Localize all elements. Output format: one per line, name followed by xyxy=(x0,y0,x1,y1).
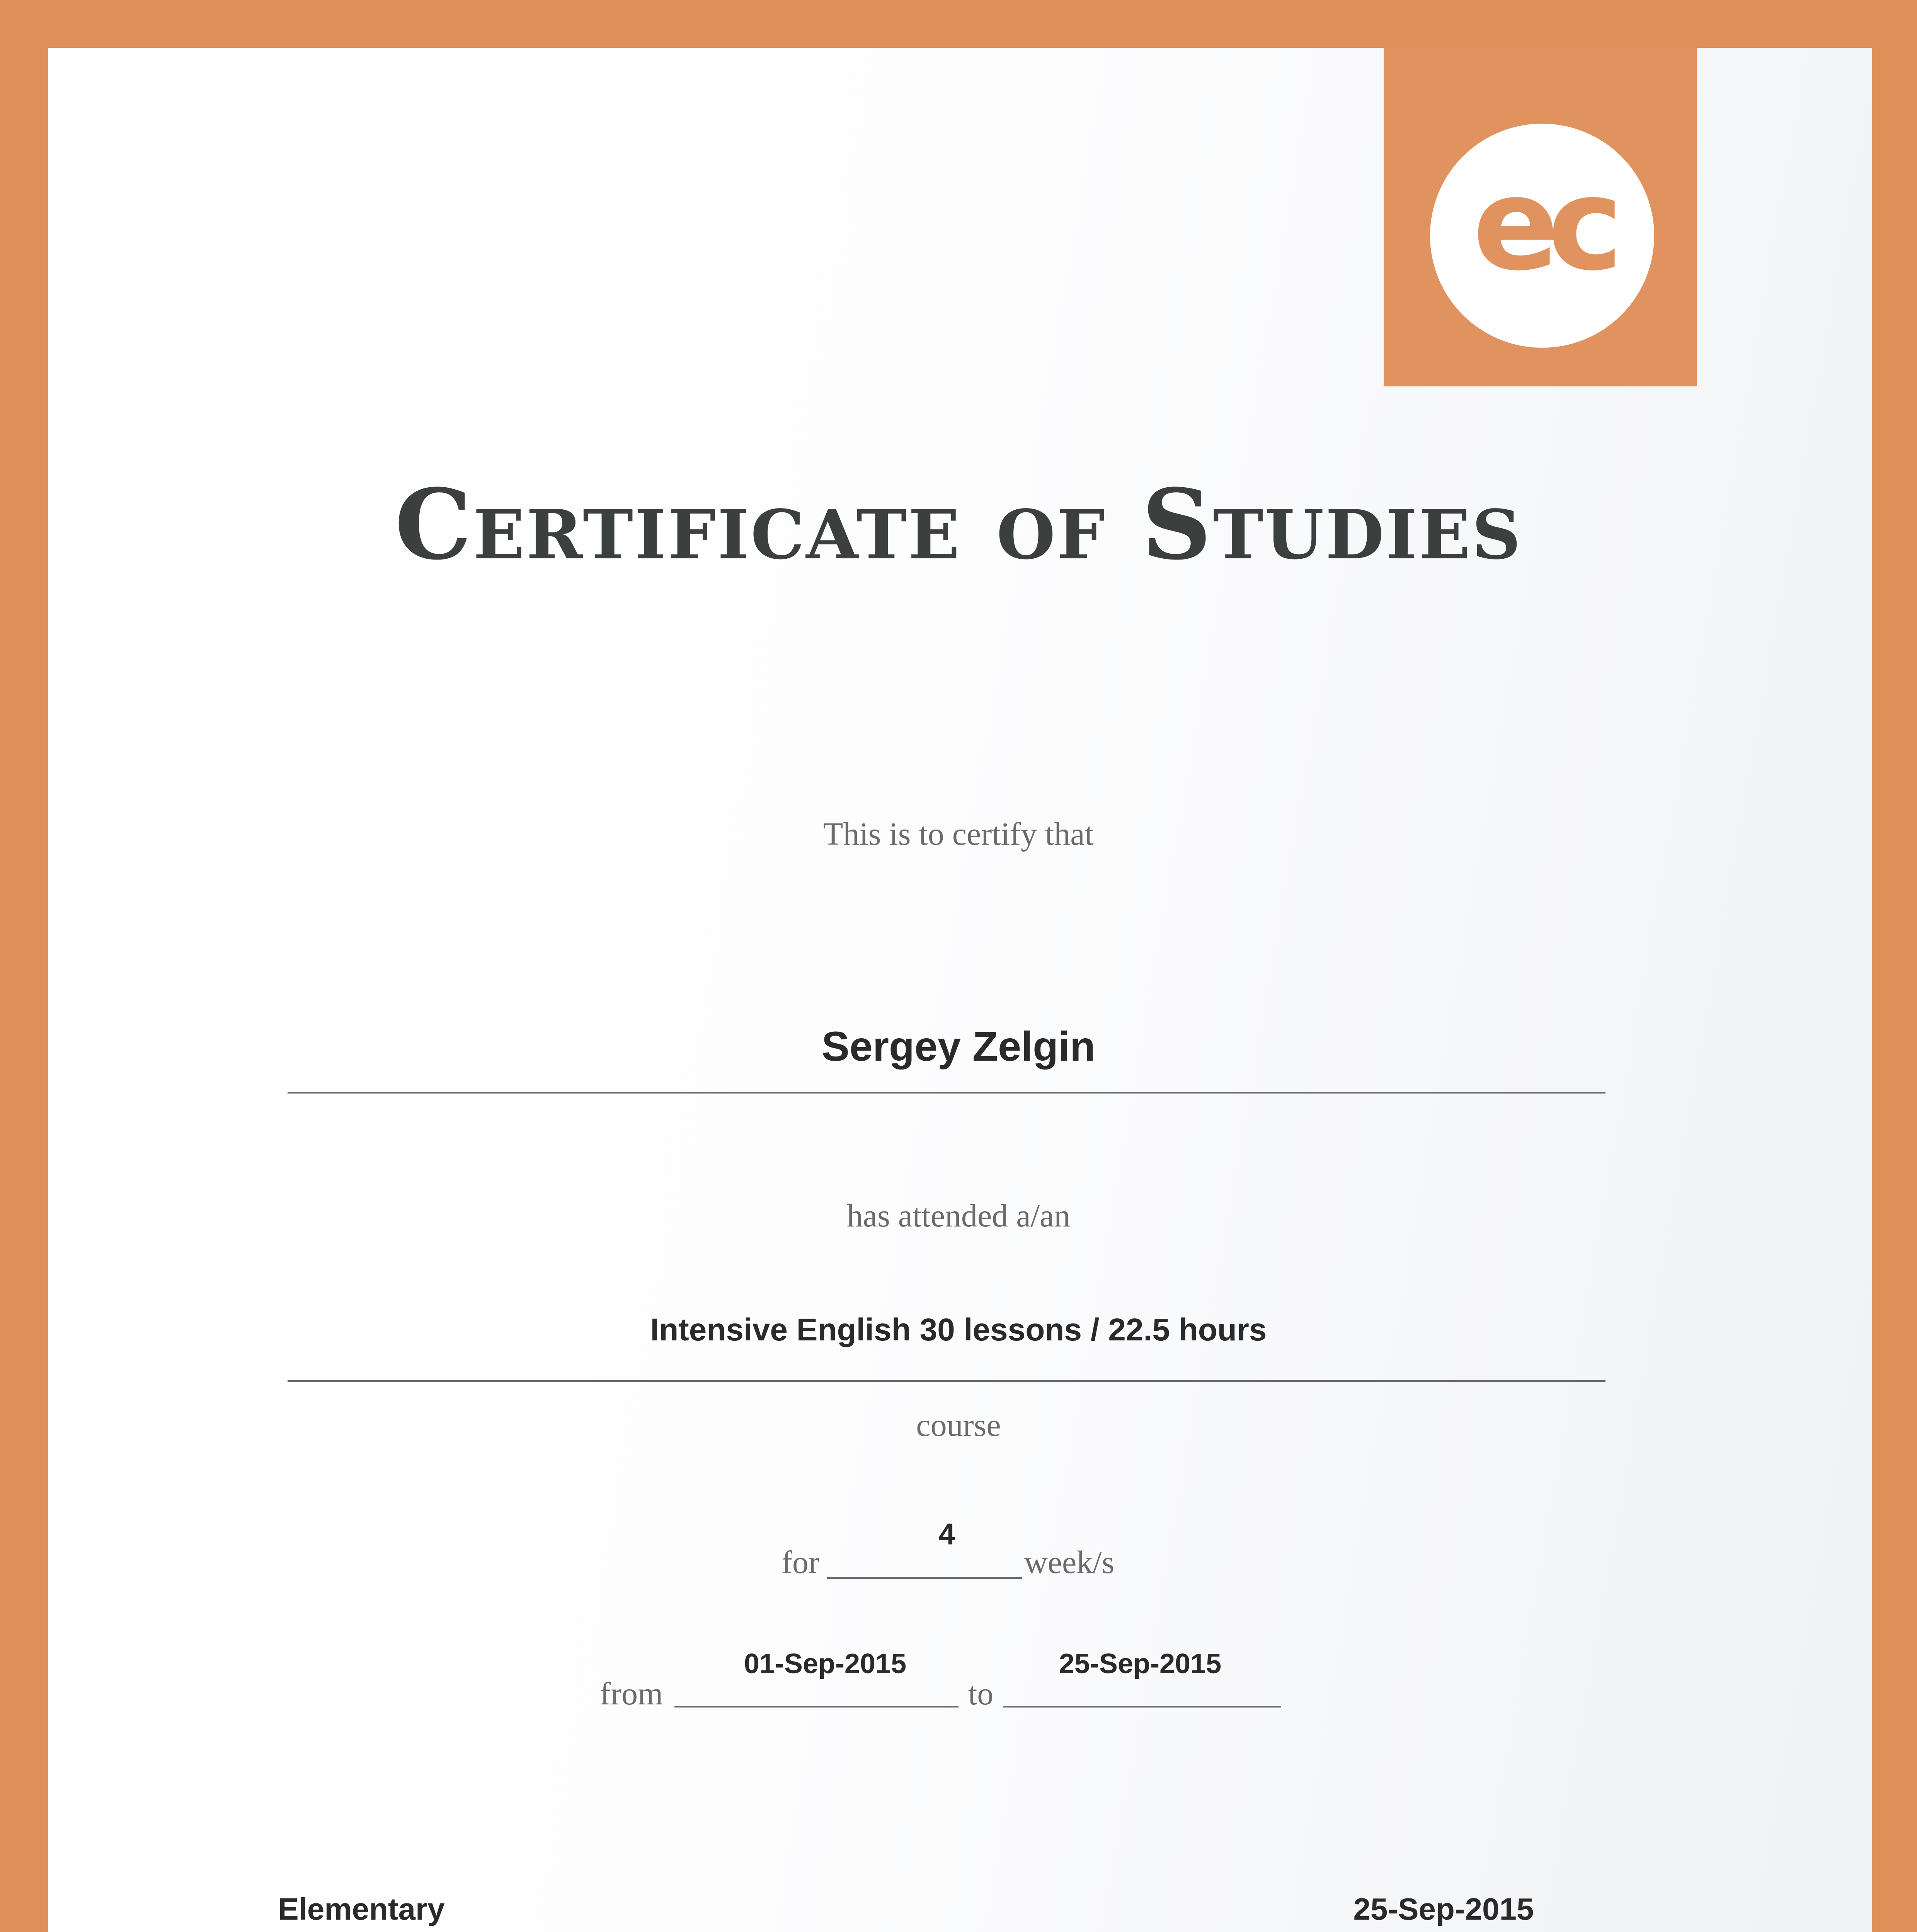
ec-logo xyxy=(1384,48,1697,386)
start-date: 01-Sep-2015 xyxy=(744,1648,907,1679)
final-level-value: Elementary xyxy=(278,1892,445,1926)
course-name-line xyxy=(288,1380,1605,1382)
ec-logo-text: ec xyxy=(1473,150,1612,299)
for-label: for xyxy=(781,1544,819,1580)
end-date-line xyxy=(1003,1706,1281,1708)
attended-text: has attended a/an xyxy=(846,1198,1071,1234)
to-label: to xyxy=(968,1676,994,1712)
weeks-line xyxy=(827,1577,1022,1579)
certify-intro: This is to certify that xyxy=(823,816,1094,852)
end-date: 25-Sep-2015 xyxy=(1059,1648,1222,1679)
weeks-label: week/s xyxy=(1024,1544,1115,1580)
certificate-title: Certificate of Studies xyxy=(395,468,1522,581)
course-name: Intensive English 30 lessons / 22.5 hours xyxy=(650,1312,1267,1347)
issue-date: 25-Sep-2015 xyxy=(1353,1892,1534,1926)
start-date-line xyxy=(674,1706,958,1708)
course-label: course xyxy=(916,1407,1001,1443)
weeks-value: 4 xyxy=(938,1517,955,1551)
student-name: Sergey Zelgin xyxy=(821,1023,1096,1070)
from-label: from xyxy=(600,1676,663,1712)
student-name-line xyxy=(288,1092,1605,1094)
ec-logo-circle xyxy=(1430,124,1654,348)
